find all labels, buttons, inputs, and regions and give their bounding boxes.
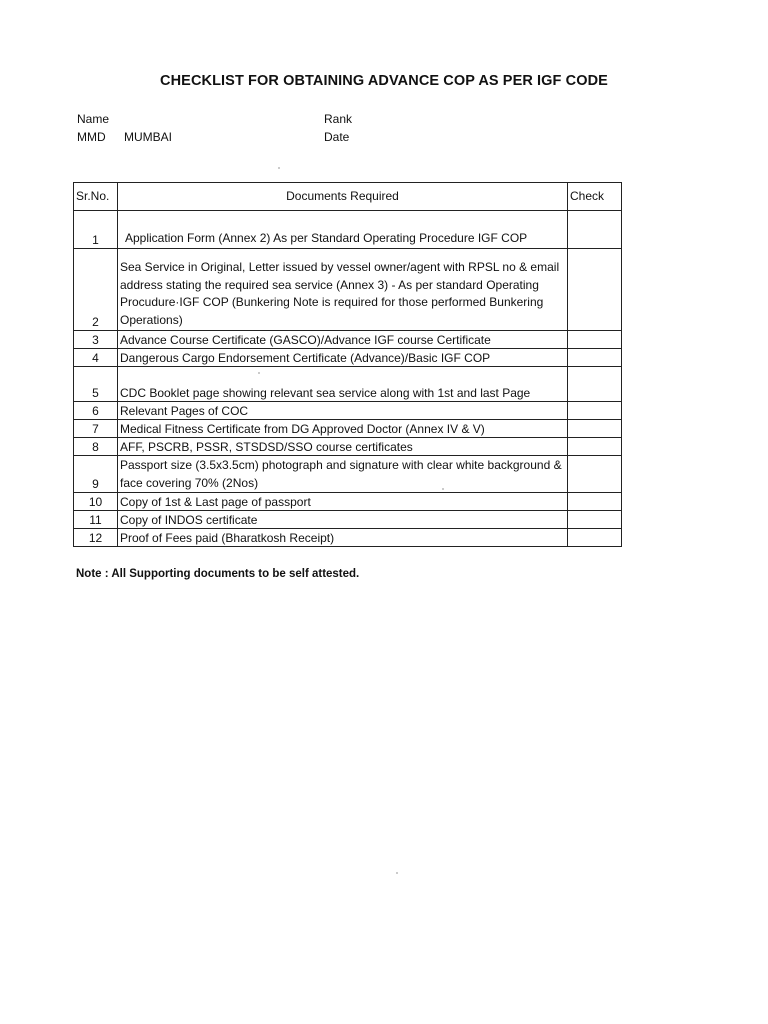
mmd-value: MUMBAI [124, 130, 172, 144]
row-check-cell[interactable] [568, 438, 622, 456]
row-check-cell[interactable] [568, 529, 622, 547]
row-check-cell[interactable] [568, 331, 622, 349]
table-row [74, 249, 622, 331]
row-check-cell[interactable] [568, 211, 622, 249]
row-sr-no: 9 [74, 456, 118, 493]
table-row [74, 402, 622, 420]
scan-speck [442, 488, 444, 490]
row-check-cell[interactable] [568, 511, 622, 529]
row-document: Dangerous Cargo Endorsement Certificate (Advance)/Basic IGF COP [118, 349, 568, 367]
scan-speck [258, 372, 260, 374]
row-document: Copy of INDOS certificate [118, 511, 568, 529]
table-row [74, 367, 622, 402]
row-sr-no: 5 [74, 367, 118, 402]
header-check: Check [568, 183, 622, 211]
table-row [74, 331, 622, 349]
scan-speck [396, 872, 398, 874]
row-document: Proof of Fees paid (Bharatkosh Receipt) [118, 529, 568, 547]
table-header-row [74, 183, 622, 211]
row-check-cell[interactable] [568, 367, 622, 402]
table-row [74, 349, 622, 367]
row-sr-no: 3 [74, 331, 118, 349]
table-row [74, 511, 622, 529]
row-check-cell[interactable] [568, 249, 622, 331]
row-sr-no: 11 [74, 511, 118, 529]
page-title: CHECKLIST FOR OBTAINING ADVANCE COP AS PER IGF CODE [160, 73, 608, 89]
row-document: Medical Fitness Certificate from DG Approved Doctor (Annex IV & V) [118, 420, 568, 438]
row-check-cell[interactable] [568, 456, 622, 493]
row-sr-no: 10 [74, 493, 118, 511]
row-sr-no: 12 [74, 529, 118, 547]
table-row [74, 420, 622, 438]
row-sr-no: 6 [74, 402, 118, 420]
row-sr-no: 8 [74, 438, 118, 456]
supporting-documents-note: Note : All Supporting documents to be self attested. [76, 568, 360, 580]
row-document: CDC Booklet page showing relevant sea service along with 1st and last Page [118, 367, 568, 402]
row-check-cell[interactable] [568, 402, 622, 420]
row-sr-no: 2 [74, 249, 118, 331]
name-label: Name [77, 112, 110, 126]
header-documents-required: Documents Required [118, 183, 568, 211]
row-document: Passport size (3.5x3.5cm) photograph and signature with clear white background & face covering 70% (2Nos) [118, 456, 568, 493]
table-row [74, 438, 622, 456]
row-check-cell[interactable] [568, 493, 622, 511]
date-label: Date [324, 130, 350, 144]
row-document: Sea Service in Original, Letter issued by vessel owner/agent with RPSL no & email address stating the required sea service (Annex 3) - As per standard Operating Procudure·IGF COP (Bunkering Note is required for those performed Bunkering Operations) [118, 249, 568, 331]
row-sr-no: 4 [74, 349, 118, 367]
rank-label: Rank [324, 112, 353, 126]
row-sr-no: 1 [74, 211, 118, 249]
scan-speck [278, 167, 280, 169]
row-document: Advance Course Certificate (GASCO)/Advance IGF course Certificate [118, 331, 568, 349]
row-document: AFF, PSCRB, PSSR, STSDSD/SSO course certificates [118, 438, 568, 456]
documents-checklist-table [73, 182, 622, 547]
row-document: Relevant Pages of COC [118, 402, 568, 420]
header-sr-no: Sr.No. [74, 183, 118, 211]
row-document: Copy of 1st & Last page of passport [118, 493, 568, 511]
row-check-cell[interactable] [568, 420, 622, 438]
table-row [74, 211, 622, 249]
row-sr-no: 7 [74, 420, 118, 438]
row-check-cell[interactable] [568, 349, 622, 367]
mmd-label: MMD [77, 130, 106, 144]
row-document: Application Form (Annex 2) As per Standard Operating Procedure IGF COP [118, 211, 568, 249]
table-row [74, 456, 622, 493]
table-row [74, 529, 622, 547]
table-row [74, 493, 622, 511]
